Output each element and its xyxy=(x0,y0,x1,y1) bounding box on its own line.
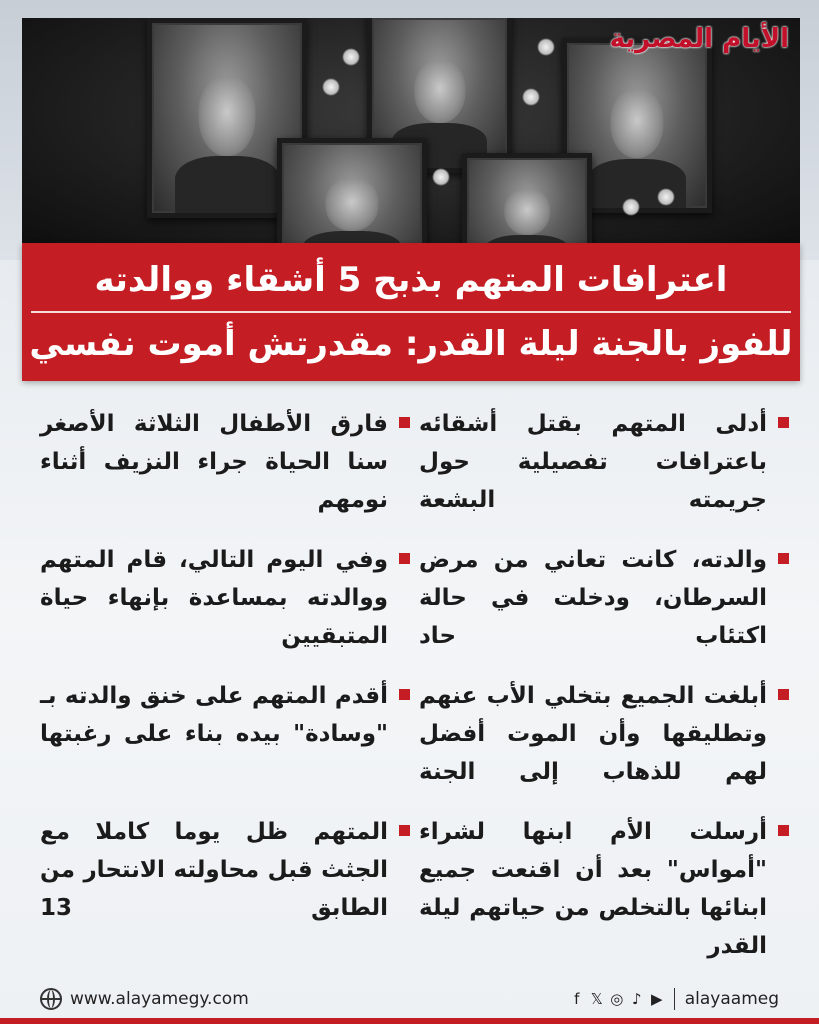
social-links xyxy=(570,988,779,1010)
flower-decoration xyxy=(537,38,555,56)
bullet-square-icon xyxy=(778,825,789,836)
list-item xyxy=(40,813,410,927)
flower-decoration xyxy=(657,188,675,206)
bullet-square-icon xyxy=(399,553,410,564)
social-icons xyxy=(570,990,664,1008)
globe-icon xyxy=(40,988,62,1010)
list-item-text: أبلغت الجميع بتخلي الأب عنهم وتطليقها وأن الموت أفضل لهم للذهاب إلى الجنة xyxy=(419,683,767,785)
list-item-text: فارق الأطفال الثلاثة الأصغر سنا الحياة جراء النزيف أثناء نومهم xyxy=(40,411,388,513)
bottom-accent-bar xyxy=(0,1018,819,1024)
tiktok-icon[interactable]: ♪ xyxy=(631,990,642,1008)
x-icon[interactable]: 𝕏 xyxy=(590,990,603,1008)
list-item-text: المتهم ظل يوما كاملا مع الجثث قبل محاولته الانتحار من الطابق 13 xyxy=(40,819,388,921)
flower-decoration xyxy=(622,198,640,216)
list-item-text: أرسلت الأم ابنها لشراء "أمواس" بعد أن اقنعت جميع ابنائها بالتخلص من حياتهم ليلة القدر xyxy=(419,819,767,959)
instagram-icon[interactable]: ◎ xyxy=(610,990,624,1008)
brand-logo: الأيام المصرية xyxy=(609,24,789,54)
list-item-text: أقدم المتهم على خنق والدته بـ "وسادة" بيده بناء على رغبتها xyxy=(40,683,388,747)
list-item xyxy=(40,405,410,519)
headline-line-1: اعترافات المتهم بذبح 5 أشقاء ووالدته xyxy=(94,260,728,300)
footer xyxy=(0,974,819,1024)
flower-decoration xyxy=(522,88,540,106)
list-item-text: وفي اليوم التالي، قام المتهم ووالدته بمساعدة بإنهاء حياة المتبقيين xyxy=(40,547,388,649)
list-item xyxy=(419,677,789,791)
headline-line-2: للفوز بالجنة ليلة القدر: مقدرتش أموت نفسي xyxy=(29,324,793,364)
website-url[interactable]: www.alayamegy.com xyxy=(70,989,249,1009)
list-item-text: والدته، كانت تعاني من مرض السرطان، ودخلت في حالة اكتئاب حاد xyxy=(419,547,767,649)
flower-decoration xyxy=(342,48,360,66)
bullet-square-icon xyxy=(778,417,789,428)
facebook-icon[interactable]: f xyxy=(574,990,580,1008)
social-handle[interactable]: alayaameg xyxy=(684,989,779,1009)
list-item-text: أدلى المتهم بقتل أشقائه باعترافات تفصيلية حول جريمته البشعة xyxy=(419,411,767,513)
list-item xyxy=(419,405,789,519)
flower-decoration xyxy=(322,78,340,96)
portrait-frame xyxy=(277,138,427,250)
bullet-square-icon xyxy=(399,417,410,428)
bullet-square-icon xyxy=(778,689,789,700)
list-item xyxy=(419,541,789,655)
website-link[interactable] xyxy=(40,988,249,1010)
portrait-frame xyxy=(462,153,592,250)
bullet-square-icon xyxy=(399,689,410,700)
list-item xyxy=(40,541,410,655)
list-item xyxy=(40,677,410,753)
list-item xyxy=(419,813,789,965)
bullet-square-icon xyxy=(399,825,410,836)
flower-decoration xyxy=(432,168,450,186)
bullet-square-icon xyxy=(778,553,789,564)
headline-banner xyxy=(22,243,800,381)
footer-divider xyxy=(674,988,675,1010)
headline-divider xyxy=(31,311,791,313)
youtube-icon[interactable]: ▶ xyxy=(650,990,663,1008)
